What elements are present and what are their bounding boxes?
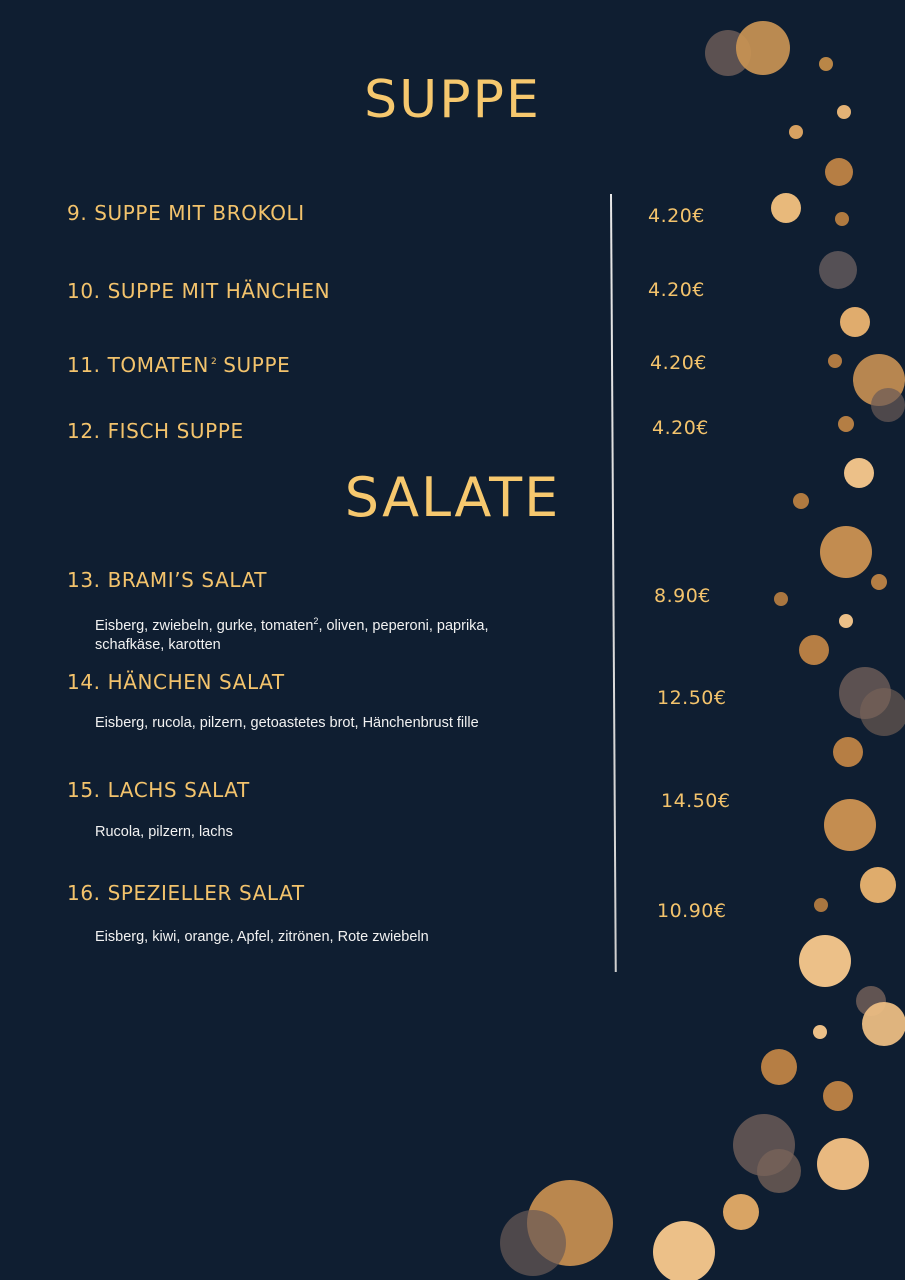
salad-item-15-description: Rucola, pilzern, lachs <box>95 824 233 840</box>
salad-item-14-price: 12.50€ <box>657 687 727 709</box>
soup-item-9-name: 9. SUPPE MIT BROKOLI <box>67 201 305 225</box>
soup-item-9-price: 4.20€ <box>648 205 705 227</box>
soup-item-11-name <box>67 353 290 377</box>
allergen-marker: 2 <box>210 357 218 368</box>
soup-item-10-name: 10. SUPPE MIT HÄNCHEN <box>67 279 331 303</box>
salad-item-13-desc-rest: , oliven, peperoni, paprika, <box>318 617 489 634</box>
soup-item-12-name: 12. FISCH SUPPE <box>67 419 244 443</box>
salad-item-13-desc-text: Eisberg, zwiebeln, gurke, tomaten <box>95 617 314 634</box>
salad-item-15-name: 15. LACHS SALAT <box>67 778 250 802</box>
salad-item-16-description: Eisberg, kiwi, orange, Apfel, zitrönen, Rote zwiebeln <box>95 929 429 945</box>
soup-item-11-name-text: 11. TOMATEN <box>67 353 209 377</box>
salad-item-16-name: 16. SPEZIELLER SALAT <box>67 881 305 905</box>
soup-item-12-price: 4.20€ <box>652 417 709 439</box>
salads-heading: SALATE <box>344 466 561 529</box>
salad-item-13-name: 13. BRAMI’S SALAT <box>67 568 268 592</box>
salad-item-15-price: 14.50€ <box>661 790 731 812</box>
salad-item-16-price: 10.90€ <box>657 900 727 922</box>
soup-heading: SUPPE <box>364 70 541 130</box>
allergen-marker: 2 <box>313 616 319 626</box>
soup-item-11-name-suffix: SUPPE <box>223 353 291 377</box>
salad-item-14-description: Eisberg, rucola, pilzern, getoastetes brot, Hänchenbrust fille <box>95 715 479 731</box>
salad-item-13-description <box>95 612 535 655</box>
salad-item-14-name: 14. HÄNCHEN SALAT <box>67 670 285 694</box>
salad-item-13-price: 8.90€ <box>654 585 711 607</box>
salad-item-13-desc-line2: schafkäse, karotten <box>95 636 221 653</box>
soup-item-10-price: 4.20€ <box>648 279 705 301</box>
soup-item-11-price: 4.20€ <box>650 352 707 374</box>
